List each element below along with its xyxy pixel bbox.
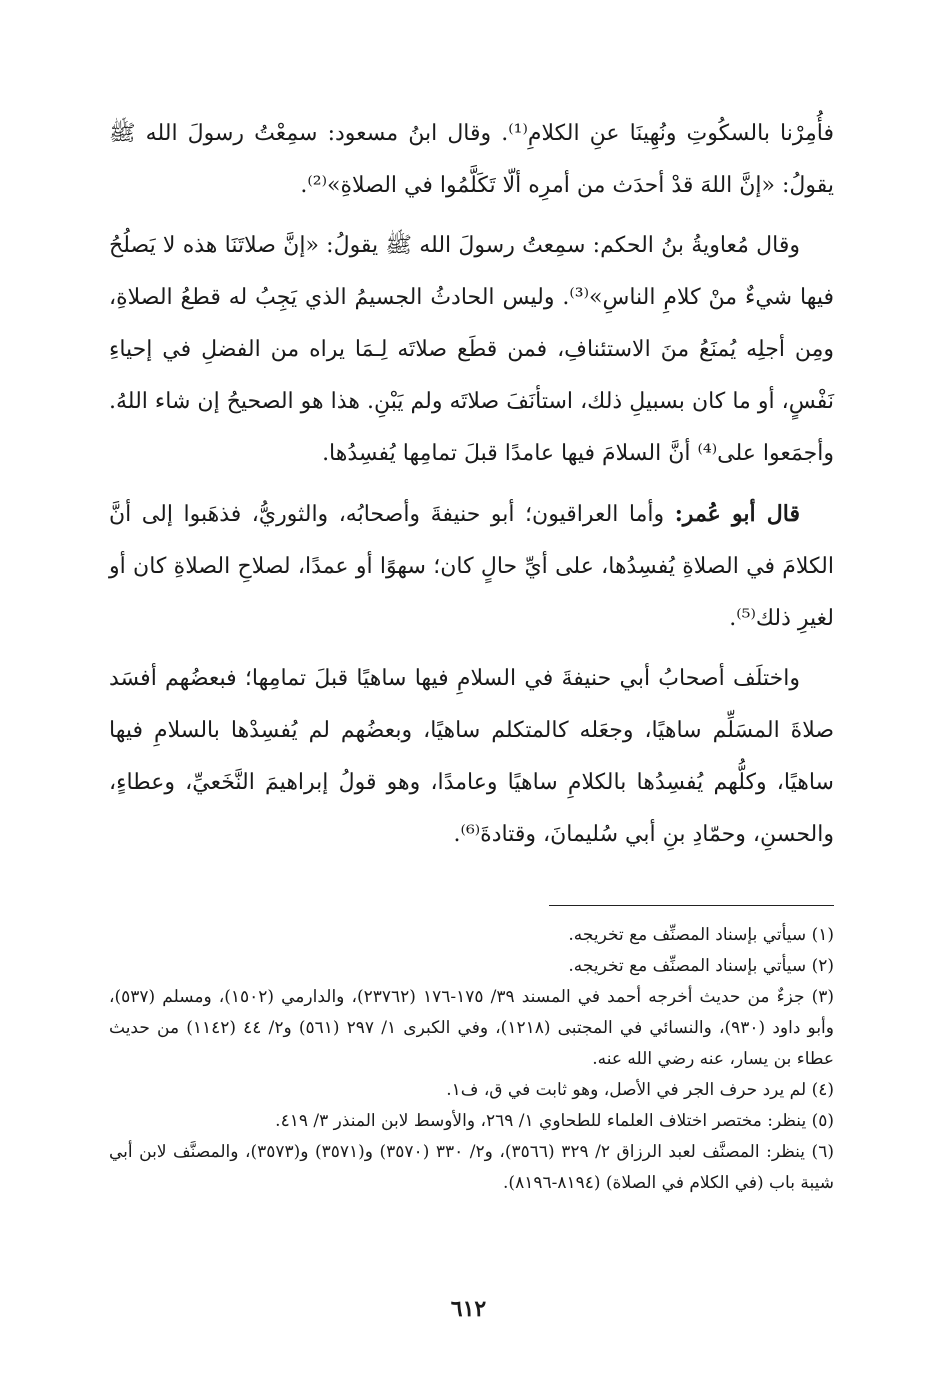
footnote-6: (٦) ينظر: المصنَّف لعبد الرزاق ٢/ ٣٢٩ (٣٥٦٦)، و٢/ ٣٣٠ (٣٥٧٠) و(٣٥٧١) و(٣٥٧٣)، والمصنَّف لابن أبي شيبة باب (في الكلام في الصلاة) (٨١٩٤-٨١٩٦).	[109, 1142, 834, 1193]
paragraph-4: واختلَف أصحابُ أبي حنيفةَ في السلامِ فيها ساهيًا قبلَ تمامِها؛ فبعضُهم أفسَد صلاةَ المسَلِّم ساهيًا، وجعَله كالمتكلم ساهيًا، وبعضُهم لم يُفسِدْها بالسلامِ فيها ساهيًا، وكلُّهم يُفسِدُها بالكلامِ ساهيًا وعامدًا، وهو قولُ إبراهيمَ النَّخَعيِّ، وعطاءٍ، والحسنِ، وحمّادِ بنِ أبي سُليمانَ، وقتادةَ⁽⁶⁾.	[109, 666, 834, 847]
main-text-body	[109, 108, 834, 869]
page-number: ٦١٢	[450, 1296, 487, 1322]
footnote-3: (٣) جزءٌ من حديث أخرجه أحمد في المسند ٣٩/ ١٧٥-١٧٦ (٢٣٧٦٢)، والدارمي (١٥٠٢)، ومسلم (٥٣٧)، وأبو داود (٩٣٠)، والنسائي في المجتبى (١٢١٨)، وفي الكبرى ١/ ٢٩٧ (٥٦١) و٢/ ٤٤ (١١٤٢) من حديث عطاء بن يسار، عنه رضي الله عنه.	[109, 987, 834, 1069]
paragraph-3-text: وأما العراقيون؛ أبو حنيفةَ وأصحابُه، والثوريُّ، فذهَبوا إلى أنَّ الكلامَ في الصلاةِ يُفسِدُها، على أيِّ حالٍ كان؛ سهوًا أو عمدًا، لصلاحِ الصلاةِ كان أو لغيرِ ذلك⁽⁵⁾.	[109, 502, 834, 631]
footnote-divider	[549, 905, 834, 906]
paragraph-2: وقال مُعاويةُ بنُ الحكم: سمِعتُ رسولَ الله ﷺ يقولُ: «إنَّ صلاتَنَا هذه لا يَصلُحُ فيها شيءٌ منْ كلامِ الناسِ»⁽³⁾. وليس الحادثُ الجسيمُ الذي يَجِبُ له قطعُ الصلاةِ، ومِن أجلِه يُمنَعُ منَ الاستئنافِ، فمن قطَع صلاتَه لِـمَا يراه من الفضلِ في إحياءِ نَفْسٍ، أو ما كان بسبيلِ ذلك، استأنَفَ صلاتَه ولم يَبْنِ. هذا هو الصحيحُ إن شاء اللهُ. وأجمَعوا على⁽⁴⁾ أنَّ السلامَ فيها عامدًا قبلَ تمامِها يُفسِدُها.	[109, 233, 834, 466]
footnote-2: (٢) سيأتي بإسناد المصنِّف مع تخريجه.	[568, 956, 834, 976]
paragraph-3	[109, 488, 834, 645]
footnote-1: (١) سيأتي بإسناد المصنِّف مع تخريجه.	[568, 925, 834, 945]
footnotes-section	[109, 920, 834, 1199]
author-label: قال أبو عُمر:	[674, 501, 800, 527]
footnote-5: (٥) ينظر: مختصر اختلاف العلماء للطحاوي ١/ ٢٦٩، والأوسط لابن المنذر ٣/ ٤١٩.	[275, 1111, 834, 1131]
paragraph-1: فأُمِرْنا بالسكُوتِ ونُهِينَا عنِ الكلامِ⁽¹⁾. وقال ابنُ مسعود: سمِعْتُ رسولَ الله ﷺ يقولُ: «إنَّ اللهَ قدْ أحدَث من أمرِه ألّا تَكَلَّمُوا في الصلاةِ»⁽²⁾.	[109, 121, 834, 198]
footnote-4: (٤) لم يرد حرف الجر في الأصل، وهو ثابت في ق، ف١.	[446, 1080, 834, 1100]
